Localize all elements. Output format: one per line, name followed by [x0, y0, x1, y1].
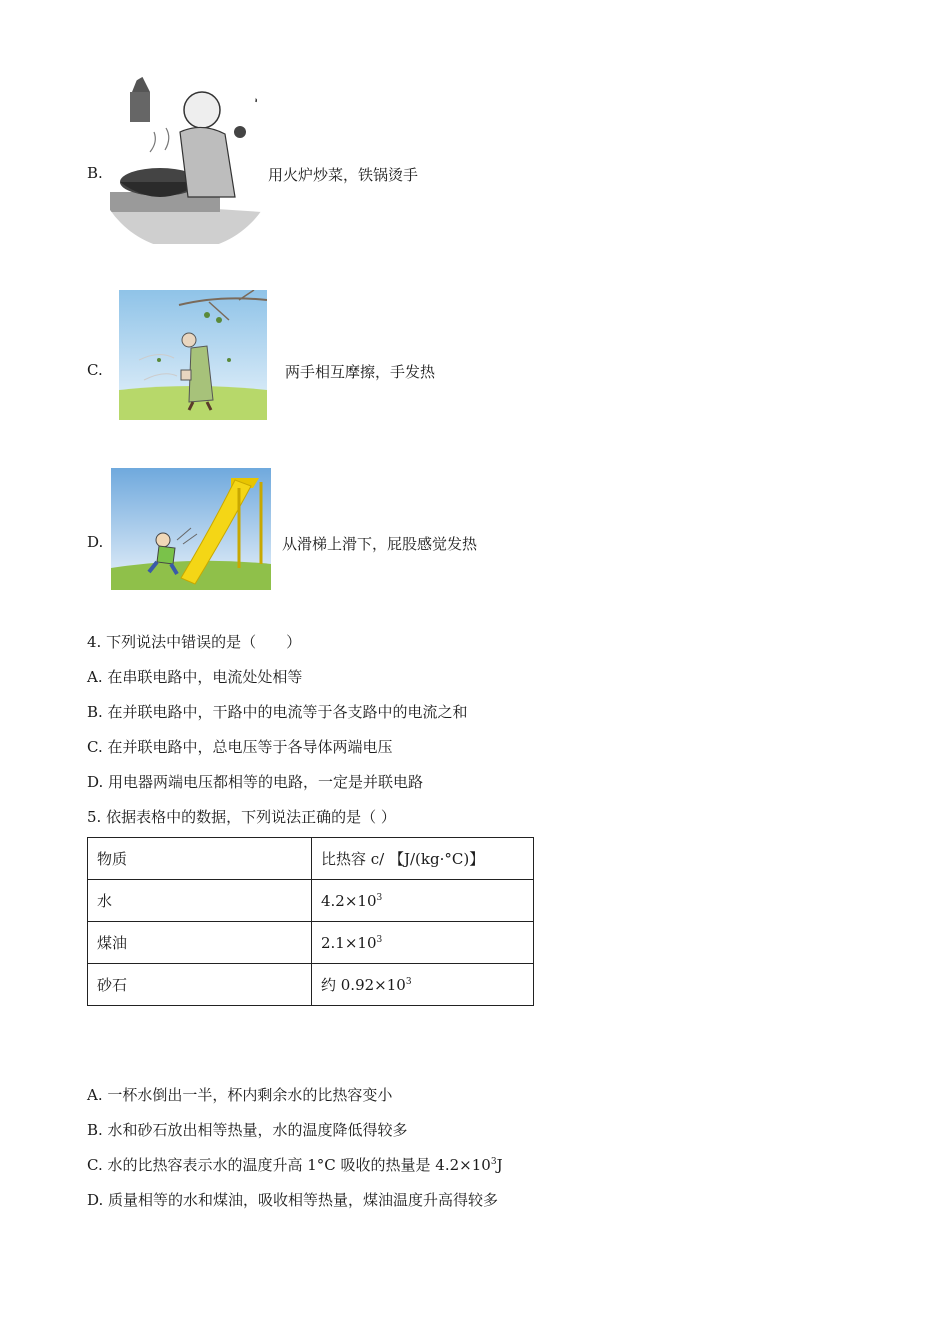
question-4-option-d: D. 用电器两端电压都相等的电路，一定是并联电路	[87, 773, 424, 791]
option-b-letter: B.	[87, 164, 103, 182]
table-row	[88, 922, 534, 964]
question-5-option-d: D. 质量相等的水和煤油，吸收相等热量，煤油温度升高得较多	[87, 1191, 499, 1209]
option-d-letter: D.	[87, 533, 104, 551]
option-c-letter: C.	[87, 361, 103, 379]
cooking-illustration	[110, 72, 262, 244]
rubbing-hands-illustration	[119, 290, 267, 420]
specific-heat-table	[87, 837, 534, 1006]
table-row	[88, 964, 534, 1006]
slide-illustration	[111, 468, 271, 590]
question-4-stem: 4. 下列说法中错误的是（ ）	[87, 633, 302, 651]
table-cell-substance: 煤油	[88, 922, 312, 964]
table-header-row	[88, 838, 534, 880]
table-header-substance: 物质	[88, 838, 312, 880]
table-cell-substance: 砂石	[88, 964, 312, 1006]
table-cell-value: 约 $0.92\times 10^3$	[312, 964, 534, 1006]
table-header-specific-heat: 比热容 c/ 【J/(kg·°C)】	[312, 838, 534, 880]
table-cell-substance: 水	[88, 880, 312, 922]
question-5-option-b: B. 水和砂石放出相等热量，水的温度降低得较多	[87, 1121, 408, 1139]
table-cell-value: $4.2\times 10^3$	[312, 880, 534, 922]
question-5-option-a: A. 一杯水倒出一半，杯内剩余水的比热容变小	[87, 1086, 393, 1104]
question-4-option-a: A. 在串联电路中，电流处处相等	[87, 668, 303, 686]
question-4-option-b: B. 在并联电路中，干路中的电流等于各支路中的电流之和	[87, 703, 468, 721]
option-d-text: 从滑梯上滑下，屁股感觉发热	[282, 535, 478, 553]
table-cell-value: $2.1\times 10^3$	[312, 922, 534, 964]
table-row	[88, 880, 534, 922]
option-b-text: 用火炉炒菜，铁锅烫手	[268, 166, 419, 184]
question-4-option-c: C. 在并联电路中，总电压等于各导体两端电压	[87, 738, 393, 756]
question-5-stem: 5. 依据表格中的数据，下列说法正确的是（ ）	[87, 808, 396, 826]
question-5-option-c: C. 水的比热容表示水的温度升高 1°C 吸收的热量是 $4.2\times 10^3J$	[87, 1156, 503, 1174]
option-c-text: 两手相互摩擦，手发热	[285, 363, 436, 381]
